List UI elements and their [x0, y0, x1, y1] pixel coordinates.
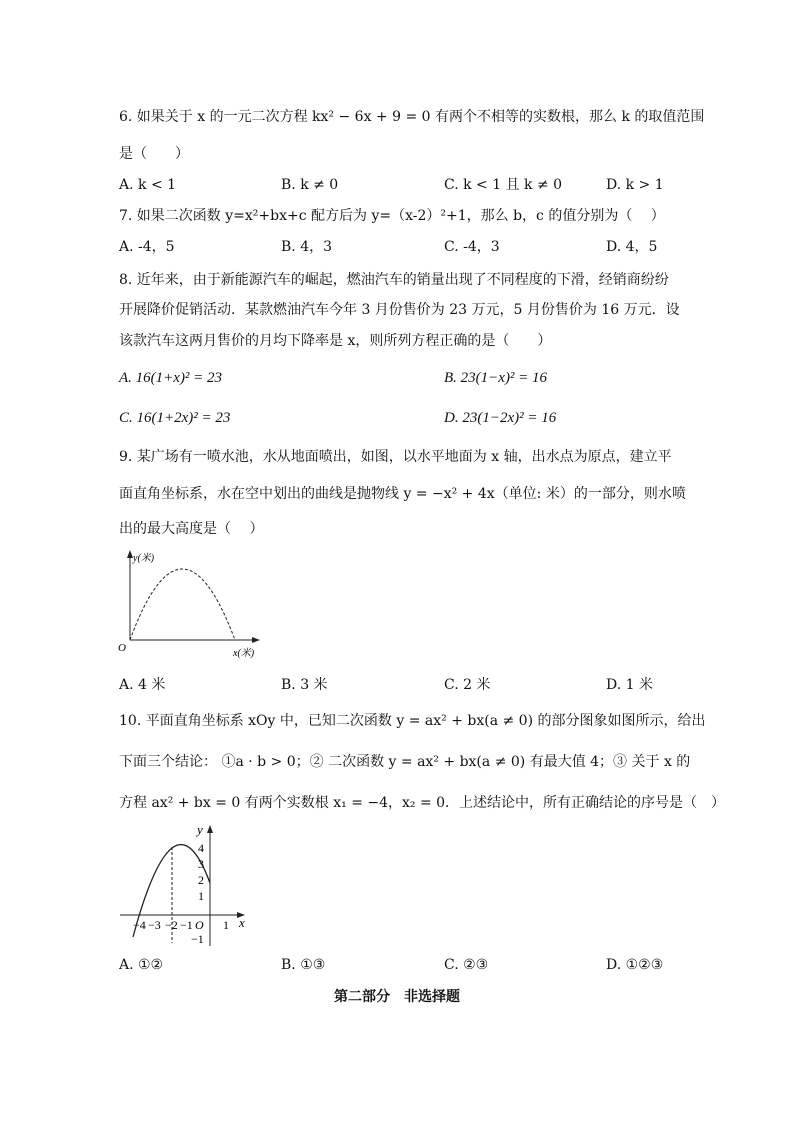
q10-stem-line3: 方程 ax² + bx = 0 有两个实数根 x₁ = −4，x₂ = 0．上述结论中，所有正确结论的序号是（ ）	[119, 795, 726, 811]
q6-stem-line2: 是（ ）	[119, 146, 189, 162]
q8-option-d: D. 23(1−2x)² = 16	[444, 410, 557, 426]
q6-option-a: A. k < 1	[119, 177, 177, 193]
q9-x-label: x(米)	[233, 648, 255, 659]
q8-stem-line3: 该款汽车这两月售价的月均下降率是 x，则所列方程正确的是（ ）	[119, 333, 552, 349]
q10-parabola-figure	[115, 818, 260, 953]
q10-x-tick-neg2: −2	[165, 918, 178, 932]
q10-x-label: x	[239, 915, 245, 930]
q9-option-a: A. 4 米	[119, 677, 166, 693]
q8-option-a: A. 16(1+x)² = 23	[119, 370, 223, 386]
q9-stem-line3: 出的最大高度是（ ）	[119, 521, 264, 537]
q10-y-label: y	[197, 822, 203, 837]
q9-stem-line2: 面直角坐标系，水在空中划出的曲线是抛物线 y = −x² + 4x（单位: 米）的一部分，则水喷	[119, 486, 686, 502]
q10-origin-label: O	[195, 918, 204, 932]
q8-stem-line1: 8. 近年来，由于新能源汽车的崛起，燃油汽车的销量出现了不同程度的下滑，经销商纷纷	[119, 272, 669, 288]
q9-x-arrow	[252, 637, 260, 643]
q6-option-c: C. k < 1 且 k ≠ 0	[444, 177, 563, 193]
q9-option-d: D. 1 米	[606, 677, 653, 693]
q10-y-tick-1: 1	[198, 889, 204, 903]
q10-y-tick-neg1: −1	[191, 932, 204, 946]
q7-option-a: A. -4，5	[119, 239, 175, 255]
q10-y-arrow	[207, 825, 213, 833]
q10-x-tick-neg1: −1	[180, 918, 193, 932]
q9-y-label: y(米)	[133, 553, 155, 564]
q7-option-d: D. 4，5	[606, 239, 658, 255]
q10-option-d: D. ①②③	[606, 957, 664, 973]
q6-option-b: B. k ≠ 0	[281, 177, 339, 193]
q7-stem-line1: 7. 如果二次函数 y=x²+bx+c 配方后为 y=（x-2）²+1，那么 b，c 的值分别为（ ）	[119, 208, 665, 224]
q9-option-b: B. 3 米	[281, 677, 328, 693]
q10-x-tick-1: 1	[223, 918, 229, 932]
q9-parabola	[130, 569, 235, 640]
q9-origin-label: O	[118, 642, 126, 654]
section-title: 第二部分 非选择题	[334, 989, 460, 1005]
q7-option-b: B. 4，3	[281, 239, 333, 255]
q10-x-tick-neg4: −4	[133, 918, 146, 932]
q10-stem-line2: 下面三个结论： ①a · b > 0；② 二次函数 y = ax² + bx(a ≠ 0) 有最大值 4；③ 关于 x 的	[119, 754, 691, 770]
q8-stem-line2: 开展降价促销活动．某款燃油汽车今年 3 月份售价为 23 万元，5 月份售价为 16 万元．设	[119, 302, 680, 318]
q10-option-b: B. ①③	[281, 957, 326, 973]
q10-y-tick-4: 4	[198, 841, 204, 855]
q10-option-a: A. ①②	[119, 957, 164, 973]
q10-x-tick-neg3: −3	[148, 918, 161, 932]
q10-stem-line1: 10. 平面直角坐标系 xOy 中，已知二次函数 y = ax² + bx(a ≠ 0) 的部分图象如图所示，给出	[119, 713, 706, 729]
q10-y-tick-2: 2	[198, 873, 204, 887]
q8-option-c: C. 16(1+2x)² = 23	[119, 410, 231, 426]
q9-option-c: C. 2 米	[444, 677, 491, 693]
q10-option-c: C. ②③	[444, 957, 489, 973]
q9-stem-line1: 9. 某广场有一喷水池，水从地面喷出，如图，以水平地面为 x 轴，出水点为原点，建立平	[119, 449, 672, 465]
q6-option-d: D. k > 1	[606, 177, 664, 193]
q9-fountain-figure	[115, 548, 275, 663]
q10-y-tick-3: 3	[198, 857, 204, 871]
q6-stem-line1: 6. 如果关于 x 的一元二次方程 kx² − 6x + 9 = 0 有两个不相等的实数根，那么 k 的取值范围	[119, 109, 705, 125]
q8-option-b: B. 23(1−x)² = 16	[444, 370, 548, 386]
q7-option-c: C. -4，3	[444, 239, 500, 255]
